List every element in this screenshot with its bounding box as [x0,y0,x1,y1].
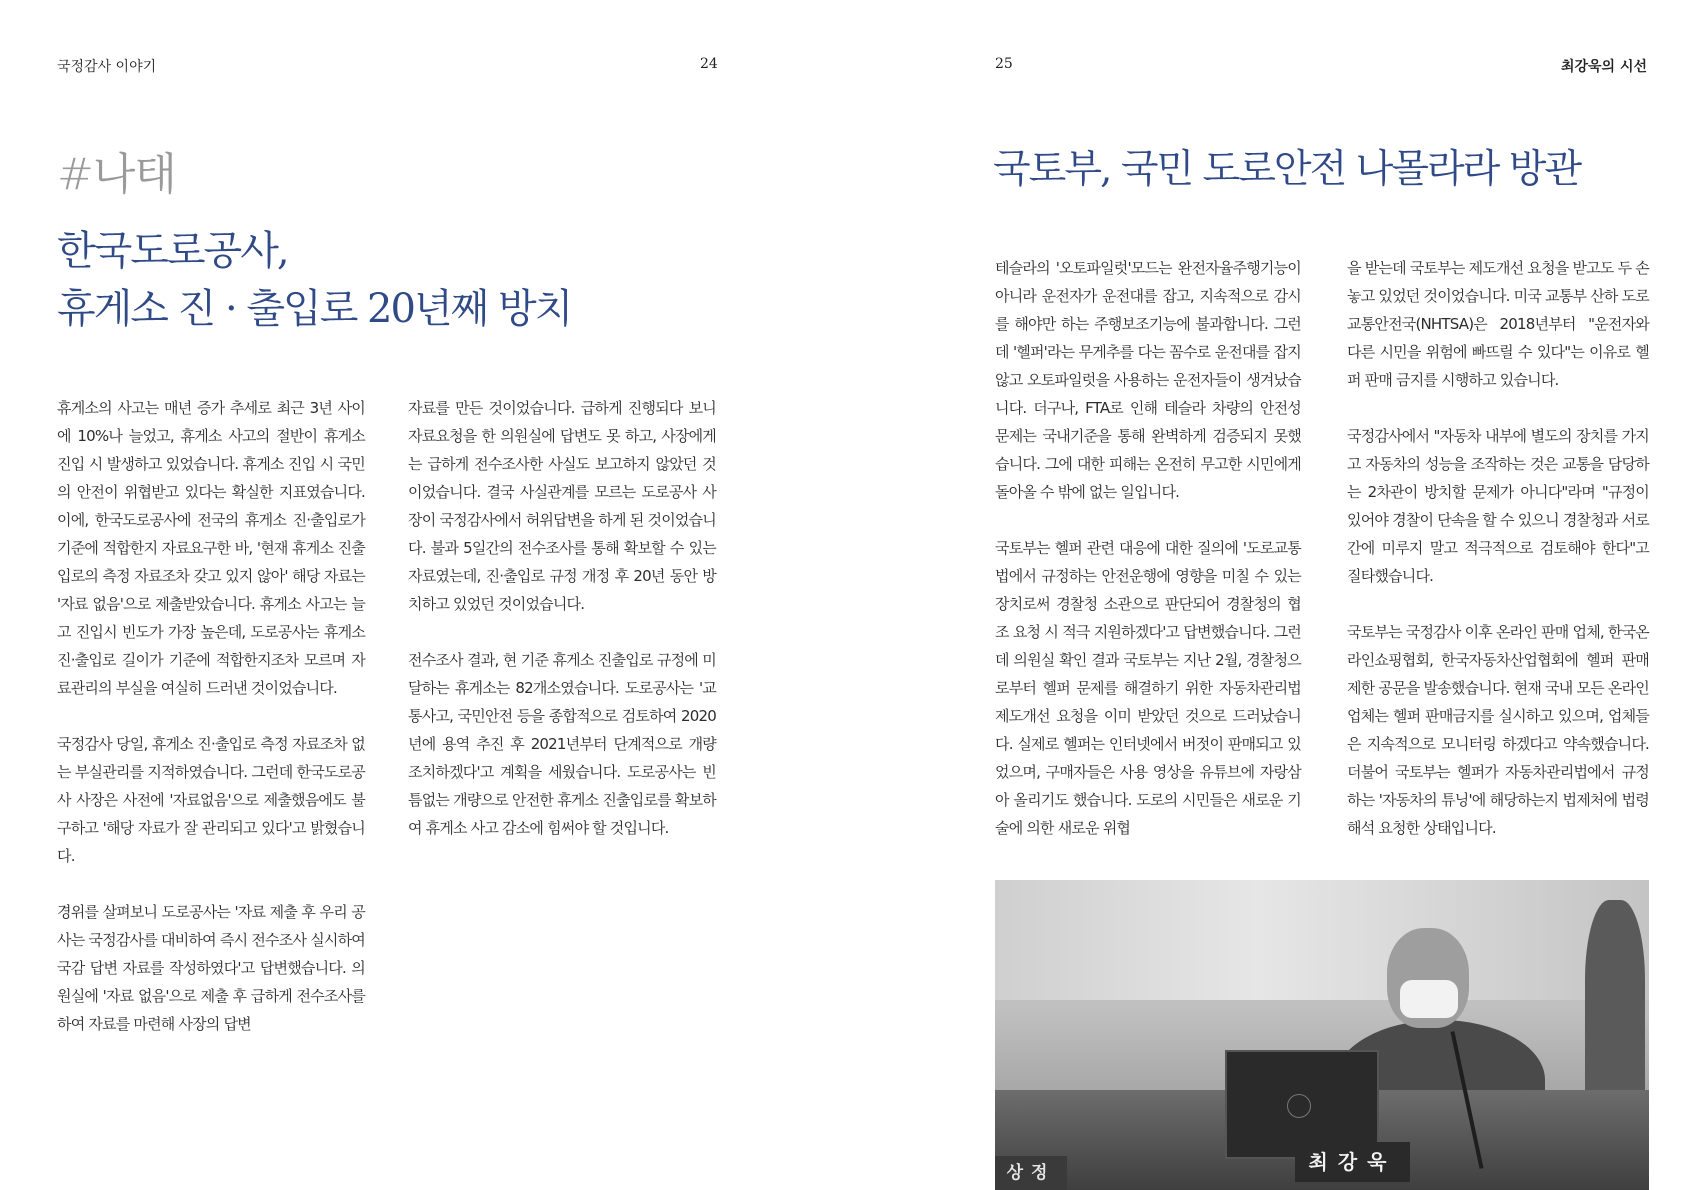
paragraph: 경위를 살펴보니 도로공사는 '자료 제출 후 우리 공사는 국정감사를 대비하여 즉시 전수조사 실시하여 국감 답변 자료를 작성하였다'고 답변했습니다. 의원실에 '자료 없음'으로 제출 후 급하게 전수조사를 하여 자료를 마련해 사장의 답변 [57,903,365,1033]
article-title-right: 국토부, 국민 도로안전 나몰라라 방관 [993,147,1581,192]
photo-face-mask [1400,980,1458,1018]
right-page [850,0,1700,1190]
paragraph: 국정감사에서 "자동차 내부에 별도의 장치를 가지고 자동차의 성능을 조작하는 것은 교통을 담당하는 2차관이 방치할 문제가 아니다"라며 "규정이 있어야 경찰이 단속을 할 수 있으니 경찰청과 서로 간에 미루지 말고 적극적으로 검토해야 한다"고 질타했습니다. [1347,427,1649,585]
paragraph: 휴게소의 사고는 매년 증가 추세로 최근 3년 사이에 10%나 늘었고, 휴게소 사고의 절반이 휴게소 진입 시 발생하고 있었습니다. 휴게소 진입 시 국민의 안전이 위협받고 있다는 확실한 지표였습니다. 이에, 한국도로공사에 전국의 휴게소 진·출입로가 기준에 적합한지 자료요구한 바, '현재 휴게소 진출입로의 측정 자료조차 갖고 있지 않아' 해당 자료는 '자료 없음'으로 제출받았습니다. 휴게소 사고는 늘고 진입시 빈도가 가장 높은데, 도로공사는 휴게소 진·출입로 길이가 기준에 적합한지조차 모르며 자료관리의 부실을 여실히 드러낸 것이었습니다. [57,399,365,697]
photo-background-figure [1585,900,1645,1100]
page-number-left: 24 [700,56,718,72]
hearing-photo [995,880,1649,1190]
nameplate-main: 최강욱 [1295,1142,1410,1182]
right-column-2 [1347,254,1649,842]
left-column-2 [408,394,716,842]
nameplate-side: 상정 [995,1156,1067,1190]
photo-background-wall [995,880,1649,1000]
paragraph: 국정감사 당일, 휴게소 진·출입로 측정 자료조차 없는 부실관리를 지적하였습니다. 그런데 한국도로공사 사장은 사전에 '자료없음'으로 제출했음에도 불구하고 '해당 자료가 잘 관리되고 있다'고 밝혔습니다. [57,735,365,865]
laptop-logo-icon [1287,1094,1311,1118]
page-number-right: 25 [995,56,1013,72]
article-title-left [57,222,571,338]
paragraph: 국토부는 국정감사 이후 온라인 판매 업체, 한국온라인쇼핑협회, 한국자동차산업협회에 헬퍼 판매 제한 공문을 발송했습니다. 현재 국내 모든 온라인 업체는 헬퍼 판매금지를 실시하고 있으며, 업체들은 지속적으로 모니터링 하겠다고 약속했습니다. 더불어 국토부는 헬퍼가 자동차관리법에서 규정하는 '자동차의 튜닝'에 해당하는지 법제처에 법령해석 요청한 상태입니다. [1347,623,1649,837]
running-head-left: 국정감사 이야기 [57,59,157,75]
title-line-1: 한국도로공사, [57,228,288,274]
paragraph: 자료를 만든 것이었습니다. 급하게 진행되다 보니 자료요청을 한 의원실에 답변도 못 하고, 사장에게는 급하게 전수조사한 사실도 보고하지 않았던 것이었습니다. 결국 사실관계를 모르는 도로공사 사장이 국정감사에서 허위답변을 하게 된 것이었습니다. 불과 5일간의 전수조사를 통해 확보할 수 있는 자료였는데, 진·출입로 규정 개정 후 20년 동안 방치하고 있었던 것이었습니다. [408,399,716,613]
section-tag: #나태 [57,149,176,200]
paragraph: 을 받는데 국토부는 제도개선 요청을 받고도 두 손 놓고 있었던 것이었습니다. 미국 교통부 산하 도로교통안전국(NHTSA)은 2018년부터 "운전자와 다른 시민을 위험에 빠뜨릴 수 있다"는 이유로 헬퍼 판매 금지를 시행하고 있습니다. [1347,259,1649,389]
left-column-1 [57,394,365,1038]
paragraph: 국토부는 헬퍼 관련 대응에 대한 질의에 '도로교통법에서 규정하는 안전운행에 영향을 미칠 수 있는 장치로써 경찰청 소관으로 판단되어 경찰청의 협조 요청 시 적극 지원하겠다'고 답변했습니다. 그런데 의원실 확인 결과 국토부는 지난 2월, 경찰청으로부터 헬퍼 문제를 해결하기 위한 자동차관리법 제도개선 요청을 이미 받았던 것으로 드러났습니다. 실제로 헬퍼는 인터넷에서 버젓이 판매되고 있었으며, 구매자들은 사용 영상을 유튜브에 자랑삼아 올리기도 했습니다. 도로의 시민들은 새로운 기술에 의한 새로운 위협 [995,539,1301,837]
paragraph: 전수조사 결과, 현 기준 휴게소 진출입로 규정에 미달하는 휴게소는 82개소였습니다. 도로공사는 '교통사고, 국민안전 등을 종합적으로 검토하여 2020년에 용역 추진 후 2021년부터 단계적으로 개량 조치하겠다'고 계획을 세웠습니다. 도로공사는 빈틈없는 개량으로 안전한 휴게소 진출입로를 확보하여 휴게소 사고 감소에 힘써야 할 것입니다. [408,651,716,837]
right-column-1 [995,254,1301,842]
title-line-2: 휴게소 진 · 출입로 20년째 방치 [57,286,572,332]
running-head-right: 최강욱의 시선 [1560,59,1647,75]
paragraph: 테슬라의 '오토파일럿'모드는 완전자율주행기능이 아니라 운전자가 운전대를 잡고, 지속적으로 감시를 해야만 하는 주행보조기능에 불과합니다. 그런데 '헬퍼'라는 무게추를 다는 꼼수로 운전대를 잡지 않고 오토파일럿을 사용하는 운전자들이 생겨났습니다. 더구나, FTA로 인해 테슬라 차량의 안전성 문제는 국내기준을 통해 완벽하게 검증되지 못했습니다. 그에 대한 피해는 온전히 무고한 시민에게 돌아올 수 밖에 없는 일입니다. [995,259,1301,501]
